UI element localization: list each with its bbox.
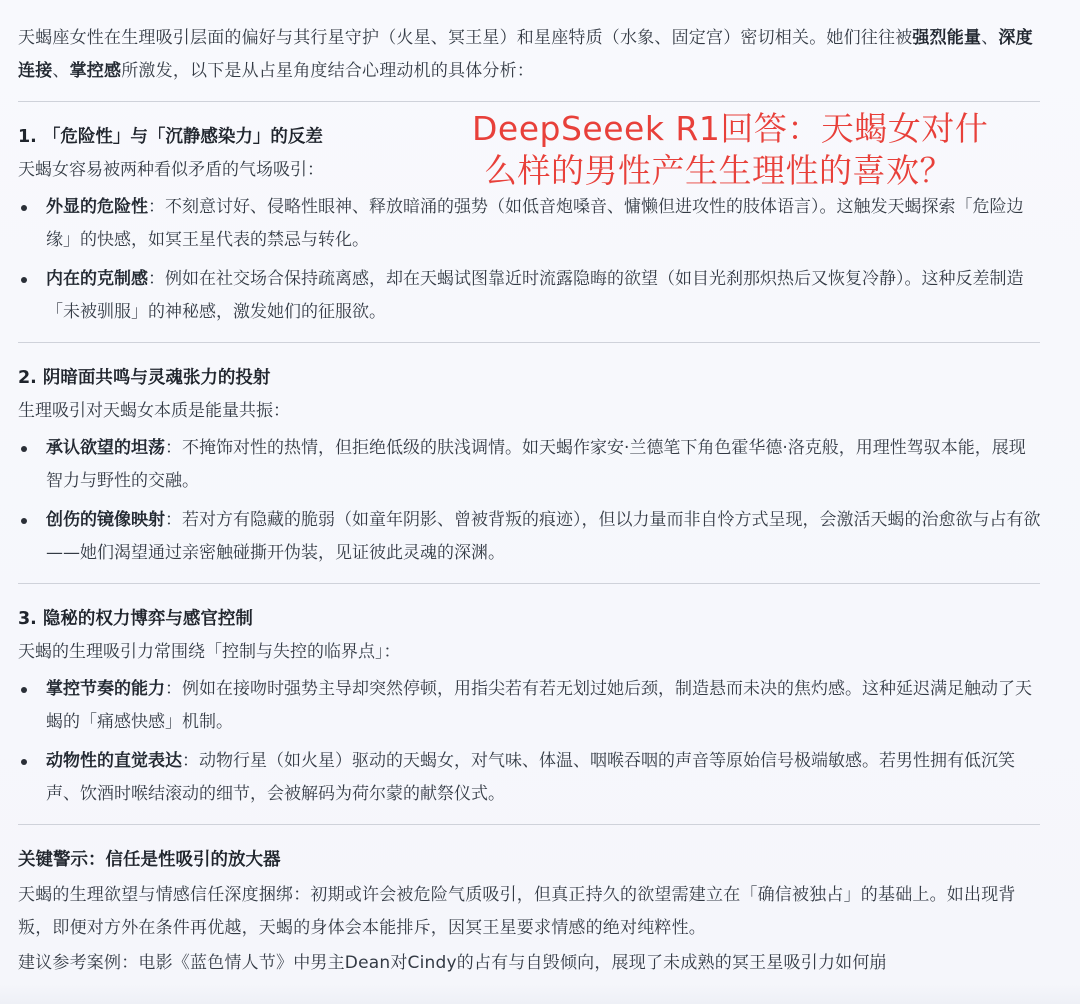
item-text: ：动物行星（如火星）驱动的天蝎女，对气味、体温、咽喉吞咽的声音等原始信号极端敏感。若男性拥有低沉笑声、饮酒时喉结滚动的细节，会被解码为荷尔蒙的献祭仪式。: [46, 751, 1015, 804]
intro-bold-control: 掌控感: [69, 61, 122, 81]
item-text: ：不刻意讨好、侵略性眼神、释放暗涌的强势（如低音炮嗓音、慵懒但进攻性的肢体语言）。这触发天蝎探索「危险边缘」的快感，如冥王星代表的禁忌与转化。: [46, 197, 1024, 250]
section-subtitle: 生理吸引对天蝎女本质是能量共振：: [18, 401, 290, 421]
bullet-dot-icon: [21, 687, 27, 693]
list-item: [18, 673, 1042, 739]
overlay-caption-line-2: 么样的男性产生生理性的喜欢？: [484, 151, 953, 190]
item-term: 外显的危险性: [46, 197, 148, 217]
item-term: 掌控节奏的能力: [46, 679, 165, 699]
section-heading: 1. 「危险性」与「沉静感染力」的反差: [18, 127, 323, 147]
section-subtitle: 天蝎女容易被两种看似矛盾的气场吸引：: [18, 160, 324, 180]
intro-separator: 、: [52, 61, 70, 81]
item-text: ：不掩饰对性的热情，但拒绝低级的肤浅调情。如天蝎作家安·兰德笔下角色霍华德·洛克般，用理性驾驭本能，展现智力与野性的交融。: [46, 438, 1026, 491]
item-term: 承认欲望的坦荡: [46, 438, 165, 458]
section-divider: [18, 583, 1040, 584]
bullet-list: [18, 191, 1042, 329]
bottom-fade: [0, 984, 1080, 1004]
section-divider: [18, 824, 1040, 825]
overlay-caption: [472, 108, 1032, 192]
list-item: [18, 504, 1042, 570]
section-subtitle: 天蝎的生理吸引力常围绕「控制与失控的临界点」：: [18, 642, 401, 662]
warning-heading: 关键警示：信任是性吸引的放大器: [18, 850, 281, 870]
item-text: ：若对方有隐藏的脆弱（如童年阴影、曾被背叛的痕迹），但以力量而非自怜方式呈现，会激活天蝎的治愈欲与占有欲——她们渴望通过亲密触碰撕开伪装，见证彼此灵魂的深渊。: [46, 510, 1041, 563]
item-text: ：例如在社交场合保持疏离感，却在天蝎试图靠近时流露隐晦的欲望（如目光刹那炽热后又恢复冷静）。这种反差制造「未被驯服」的神秘感，激发她们的征服欲。: [46, 269, 1024, 322]
intro-bold-connection: 深度连接: [18, 28, 1033, 81]
section-heading: 2. 阴暗面共鸣与灵魂张力的投射: [18, 368, 271, 388]
list-item: [18, 745, 1042, 811]
section-divider: [18, 101, 1040, 102]
reference-case-paragraph: 建议参考案例：电影《蓝色情人节》中男主Dean对Cindy的占有与自毁倾向，展现了未成熟的冥王星吸引力如何崩: [18, 953, 887, 973]
section-heading: 3. 隐秘的权力博弈与感官控制: [18, 609, 253, 629]
intro-text-a: 天蝎座女性在生理吸引层面的偏好与其行星守护（火星、冥王星）和星座特质（水象、固定宫）密切相关。她们往往被: [18, 28, 913, 48]
section-divider: [18, 342, 1040, 343]
bullet-dot-icon: [21, 205, 27, 211]
item-term: 动物性的直觉表达: [46, 751, 182, 771]
section-3: [18, 602, 1042, 811]
bullet-dot-icon: [21, 759, 27, 765]
item-text: ：例如在接吻时强势主导却突然停顿，用指尖若有若无划过她后颈，制造悬而未决的焦灼感。这种延迟满足触动了天蝎的「痛感快感」机制。: [46, 679, 1032, 732]
list-item: [18, 432, 1042, 498]
bullet-dot-icon: [21, 518, 27, 524]
item-term: 内在的克制感: [46, 269, 148, 289]
overlay-caption-line-1: DeepSeeek R1回答：天蝎女对什: [472, 109, 989, 148]
list-item: [18, 263, 1042, 329]
intro-text-b: 所激发，以下是从占星角度结合心理动机的具体分析：: [121, 61, 535, 81]
section-2: [18, 361, 1042, 570]
warning-section: [18, 843, 1042, 980]
intro-bold-energy: 强烈能量: [912, 28, 982, 48]
bullet-dot-icon: [21, 277, 27, 283]
bullet-dot-icon: [21, 446, 27, 452]
warning-paragraph: 天蝎的生理欲望与情感信任深度捆绑：初期或许会被危险气质吸引，但真正持久的欲望需建立在「确信被独占」的基础上。如出现背叛，即便对方外在条件再优越，天蝎的身体会本能排斥，因冥王星要求情感的绝对纯粹性。: [18, 885, 1016, 938]
item-term: 创伤的镜像映射: [46, 510, 165, 530]
intro-separator: 、: [981, 28, 999, 48]
list-item: [18, 191, 1042, 257]
bullet-list: [18, 673, 1042, 811]
bullet-list: [18, 432, 1042, 570]
intro-paragraph: [18, 22, 1042, 88]
